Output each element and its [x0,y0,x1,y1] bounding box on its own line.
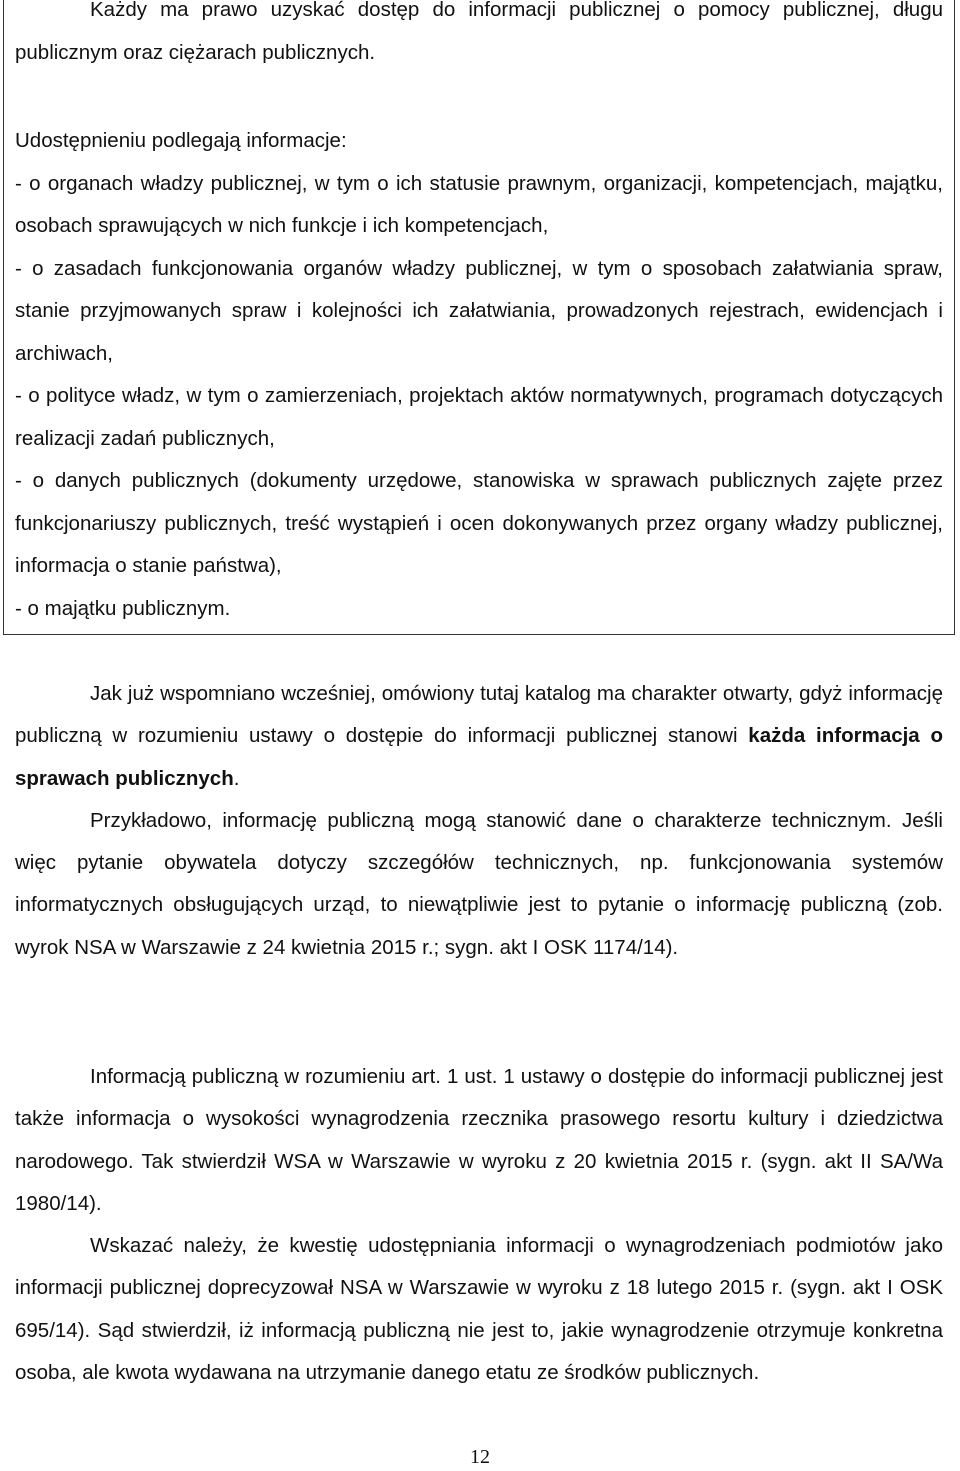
box-list-item: - o zasadach funkcjonowania organów władzy publicznej, w tym o sposobach załatwiania spraw, stanie przyjmowanych spraw i kolejności ich załatwiania, prowadzonych rejestrach, ewidencjach i archiwach, [15,256,943,365]
body-section-1 [15,673,943,969]
box-intro: Każdy ma prawo uzyskać dostęp do informacji publicznej o pomocy publicznej, długu publicznym oraz ciężarach publicznych. [15,0,943,64]
paragraph-catalog-emphasis: każda informacja o sprawach publicznych [15,724,944,790]
info-box-content [15,0,943,74]
paragraph-salary-nsa: Wskazać należy, że kwestię udostępniania informacji o wynagrodzeniach podmiotów jako informacji publicznej doprecyzował NSA w Warszawie w wyroku z 18 lutego 2015 r. (sygn. akt I OSK 695/14). Sąd stwierdził, iż informacją publiczną nie jest to, jakie wynagrodzenie otrzymuje konkretna osoba, ale kwota wydawana na utrzymanie danego etatu ze środków publicznych. [15,1234,943,1385]
body-section-2 [15,1056,943,1394]
paragraph-salary-wsa: Informacją publiczną w rozumieniu art. 1 ust. 1 ustawy o dostępie do informacji publicznej jest także informacja o wysokości wynagrodzenia rzecznika prasowego resortu kultury i dziedzictwa narodowego. Tak stwierdził WSA w Warszawie w wyroku z 20 kwietnia 2015 r. (sygn. akt II SA/Wa 1980/14). [15,1065,943,1215]
paragraph-catalog-text: Jak już wspomniano wcześniej, omówiony tutaj katalog ma charakter otwarty, gdyż informację publiczną w rozumieniu ustawy o dostępie do informacji publicznej stanowi [15,682,943,748]
box-list-item: - o polityce władz, w tym o zamierzeniach, projektach aktów normatywnych, programach dotyczących realizacji zadań publicznych, [15,384,943,450]
box-list-item: - o majątku publicznym. [15,596,231,620]
page-number: 12 [470,1446,490,1468]
box-list-item: - o organach władzy publicznej, w tym o ich statusie prawnym, organizacji, kompetencjach, majątku, osobach sprawujących w nich funkcje i ich kompetencjach, [15,171,943,237]
paragraph-technical-data: Przykładowo, informację publiczną mogą stanowić dane o charakterze technicznym. Jeśli więc pytanie obywatela dotyczy szczegółów technicznych, np. funkcjonowania systemów informatycznych obsługujących urząd, to niewątpliwie jest to pytanie o informację publiczną (zob. wyrok NSA w Warszawie z 24 kwietnia 2015 r.; sygn. akt I OSK 1174/14). [15,808,943,959]
box-heading: Udostępnieniu podlegają informacje: [15,129,347,152]
info-box-list [15,120,943,630]
paragraph-catalog-end: . [233,766,240,790]
paragraph-catalog [15,673,943,800]
box-list-item: - o danych publicznych (dokumenty urzędowe, stanowiska w sprawach publicznych zajęte przez funkcjonariuszy publicznych, treść wystąpień i ocen dokonywanych przez organy władzy publicznej, informacja o stanie państwa), [15,469,943,577]
